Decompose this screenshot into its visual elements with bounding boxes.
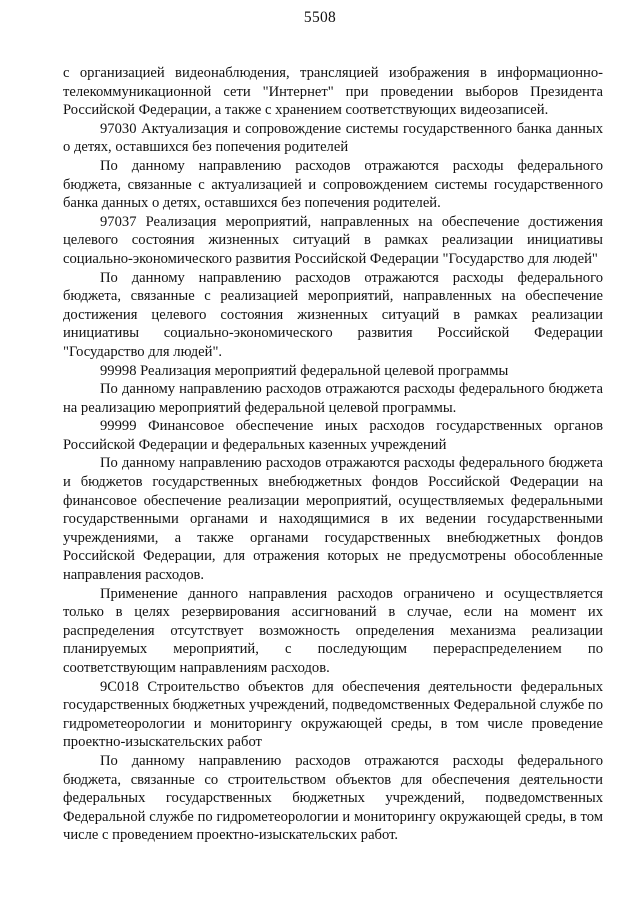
page-number: 5508 bbox=[303, 9, 337, 26]
paragraph: По данному направлению расходов отражаются расходы федерального бюджета, связанные со строительством объектов для обеспечения деятельности федеральных государственных бюджетных учреждений, подведомственных Федеральной службе по гидрометеорологии и мониторингу окружающей среды, в том числе с проведением проектно-изыскательских работ. bbox=[63, 752, 603, 844]
paragraph: 97037 Реализация мероприятий, направленных на обеспечение достижения целевого состояния жизненных ситуаций в рамках реализации инициативы социально-экономического развития Российской Федерации "Государство для людей" bbox=[63, 213, 603, 267]
paragraph: По данному направлению расходов отражаются расходы федерального бюджета, связанные с актуализацией и сопровождением системы государственного банка данных о детях, оставшихся без попечения родителей. bbox=[63, 157, 603, 212]
paragraph: По данному направлению расходов отражаются расходы федерального бюджета на реализацию мероприятий федеральной целевой программы. bbox=[63, 381, 603, 416]
paragraph: 99998 Реализация мероприятий федеральной целевой программы bbox=[100, 362, 509, 379]
document-body bbox=[63, 64, 603, 845]
paragraph: с организацией видеонаблюдения, трансляцией изображения в информационно-телекоммуникационной сети "Интернет" при проведении выборов Президента Российской Федерации, а также с хранением соответствующих видеозаписей. bbox=[63, 65, 603, 119]
paragraph: Применение данного направления расходов ограничено и осуществляется только в целях резервирования ассигнований в случае, если на момент их распределения отсутствует возможность определения механизма реализации планируемых мероприятий, с последующим перераспределением по соответствующим направлениям расходов. bbox=[63, 585, 603, 676]
paragraph: 9С018 Строительство объектов для обеспечения деятельности федеральных государственных бюджетных учреждений, подведомственных Федеральной службе по гидрометеорологии и мониторингу окружающей среды, в том числе проведение проектно-изыскательских работ bbox=[63, 678, 603, 751]
paragraph: По данному направлению расходов отражаются расходы федерального бюджета, связанные с реализацией мероприятий, направленных на обеспечение достижения целевого состояния жизненных ситуаций в рамках реализации инициативы социально-экономического развития Российской Федерации "Государство для людей". bbox=[63, 269, 603, 360]
paragraph: По данному направлению расходов отражаются расходы федерального бюджета и бюджетов государственных внебюджетных фондов Российской Федерации на финансовое обеспечение реализации мероприятий, осуществляемых федеральными государственными органами и находящимися в их ведении государственными учреждениями, а также органами государственных внебюджетных фондов Российской Федерации, для отражения которых не предусмотрены обособленные направления расходов. bbox=[63, 455, 603, 584]
paragraph: 99999 Финансовое обеспечение иных расходов государственных органов Российской Федерации и федеральных казенных учреждений bbox=[63, 418, 603, 453]
paragraph: 97030 Актуализация и сопровождение системы государственного банка данных о детях, оставшихся без попечения родителей bbox=[63, 120, 603, 156]
